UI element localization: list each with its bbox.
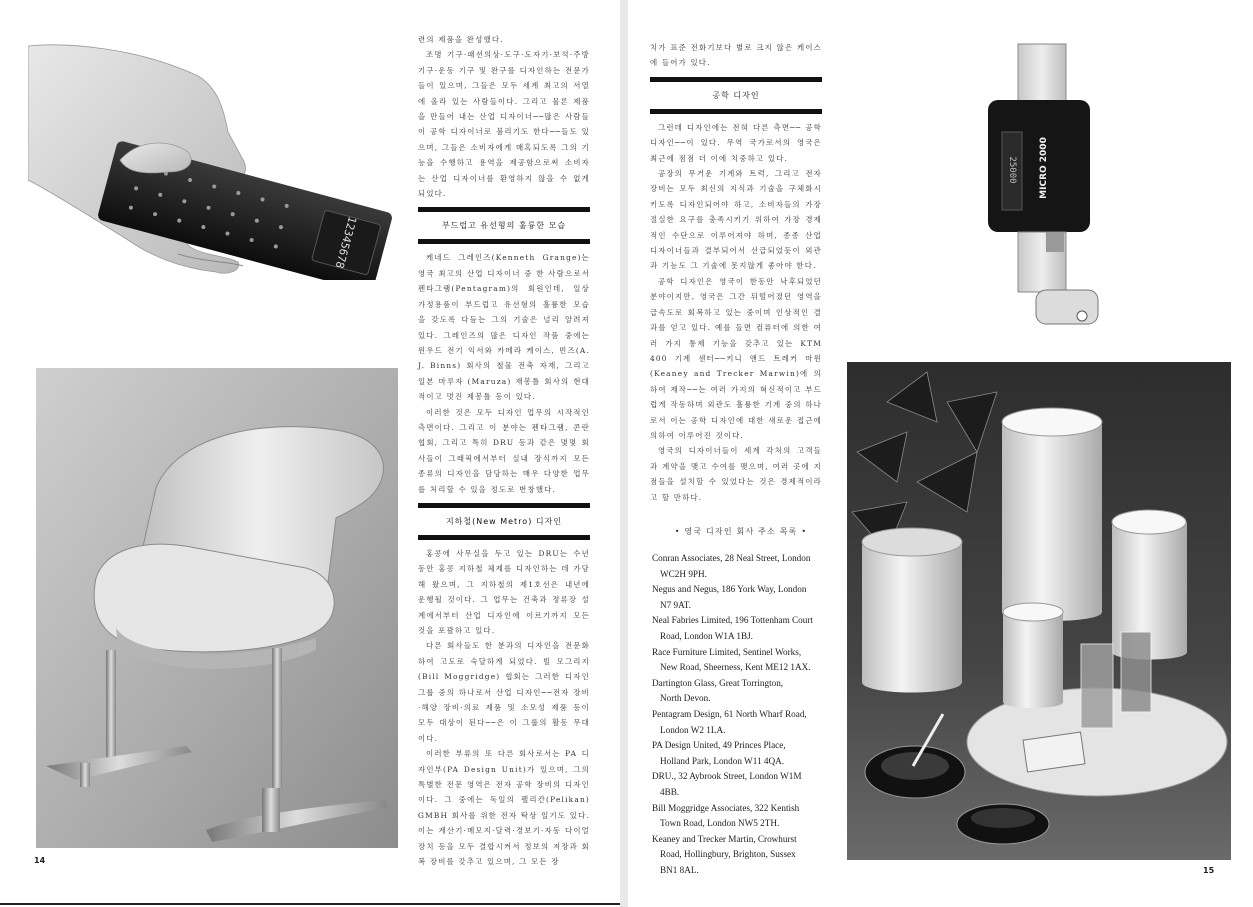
address-line: Bill Moggridge Associates, 322 Kentish bbox=[652, 802, 800, 813]
address-line: Conran Associates, 28 Neal Street, London bbox=[652, 553, 811, 563]
address-line: Road, Hollingbury, Brighton, Sussex bbox=[660, 849, 796, 860]
tableware-photo bbox=[847, 362, 1231, 860]
heading-bar bbox=[418, 207, 590, 212]
address-line: North Devon. bbox=[660, 693, 711, 704]
caliper-brand-text: MICRO 2000 bbox=[1039, 137, 1049, 199]
address-entry bbox=[652, 551, 830, 582]
address-entry bbox=[652, 738, 830, 769]
address-line: Race Furniture Limited, Sentinel Works, bbox=[652, 646, 802, 657]
paragraph: 다른 회사들도 한 분과의 디자인을 전문화하여 고도로 숙달하게 되었다. 빌 모그리지(Bill Moggridge) 협회는 그러한 디자인 그룹 중의 하나로서 산업 디자인──전자 장비·해양 장비·의료 제품 및 소모성 제품 등이 모두 대상이 된다──은 이 그룹의 활동 무대이다. bbox=[418, 641, 590, 743]
paragraph: 이러한 부류의 또 다른 회사로서는 PA 디자인부(PA Design Unit)가 있으며, 그의 특별한 전문 영역은 전자 공학 장비의 디자인이다. 그 중에는 독일의 펠리칸(Pelikan) GMBH 회사를 위한 전자 탁상 일기도 있다. 이는 계산기·메모지·달력·경보기·자동 다이얼 장치 등을 모두 결합시켜서 정보의 저장과 회복 장비를 갖추고 있으며, 그 모든 장 bbox=[418, 749, 590, 867]
address-line: DRU., 32 Aybrook Street, London W1M bbox=[652, 771, 802, 782]
left-page bbox=[0, 0, 620, 907]
address-line: New Road, Sheerness, Kent ME12 1AX. bbox=[660, 662, 811, 673]
address-list-title: • 영국 디자인 회사 주소 목록 • bbox=[674, 527, 808, 536]
section-heading: 공학 디자인 bbox=[712, 90, 760, 100]
address-entry bbox=[652, 707, 830, 738]
address-line: WC2H 9PH. bbox=[660, 568, 707, 579]
address-line: London W2 1LA. bbox=[660, 724, 726, 735]
address-line: Dartington Glass, Great Torrington, bbox=[652, 677, 784, 688]
section-heading: 지하철(New Metro) 디자인 bbox=[445, 516, 563, 526]
caliper-display-text: 25000 bbox=[1007, 156, 1017, 184]
address-line: N7 9AT. bbox=[660, 599, 691, 610]
address-line: Road, London W1A 1BJ. bbox=[660, 630, 753, 641]
address-entry bbox=[652, 613, 830, 644]
paragraph: 케네드 그레인즈(Kenneth Grange)는 영국 최고의 산업 디자이너 중 한 사람으로서 펜타그램(Pentagram)의 회원인데, 일상 가정용품이 부드럽고 유선형의 훌륭한 모습을 갖도록 다듬는 그의 기술은 널리 알려져 있다. 그레인즈의 많은 디자인 작품 중에는 윈우드 전기 익서와 카메라 케이스, 빈즈(A. J. Binns) 회사의 철물 전축 자재, 그리고 일본 마루자 (Maruza) 재봉틀 회사의 현대적이고 멋진 제봉틀 등이 있다. bbox=[418, 253, 590, 402]
paragraph: 련의 제품을 완성했다. bbox=[418, 35, 504, 44]
address-line: 4BB. bbox=[660, 786, 680, 797]
right-text-column bbox=[650, 40, 822, 505]
bottom-rule bbox=[0, 903, 620, 905]
address-line: Neal Fabries Limited, 196 Tottenham Court bbox=[652, 615, 813, 626]
address-line: Pentagram Design, 61 North Wharf Road, bbox=[652, 708, 807, 719]
heading-bar bbox=[418, 503, 590, 508]
heading-bar bbox=[418, 239, 590, 244]
heading-bar bbox=[418, 535, 590, 540]
address-line: Town Road, London NW5 2TH. bbox=[660, 818, 780, 829]
address-line: Negus and Negus, 186 York Way, London bbox=[652, 584, 807, 595]
paragraph: 이러한 것은 모두 디자인 업무의 시작적인 측면이다. 그리고 이 분야는 펜타그램, 콘란협회, 그리고 특히 DRU 등과 같은 몇몇 회사들이 그래픽에서부터 실내 장식까지 모든 종류의 디자인을 담당하는 매우 다양한 업무를 처리할 수 있을 정도로 번창했다. bbox=[418, 407, 590, 494]
heading-bar bbox=[650, 77, 822, 82]
paragraph: 홍콩에 사무실을 두고 있는 DRU는 수년 동안 홍콩 지하철 체제를 디자인하는 데 가담해 왔으며, 그 지하철의 제1호선은 내년에 운행될 것이다. 그 업무는 건축과 정류장 설계에서부터 산업 디자인에 이르기까지 모든 것을 포괄하고 있다. bbox=[418, 548, 590, 635]
chair-photo bbox=[36, 368, 398, 848]
paragraph: 그런데 디자인에는 전혀 다른 측면── 공학 디자인──이 있다. 무역 국가로서의 영국은 최근에 점점 더 이에 치중하고 있다. bbox=[650, 122, 822, 163]
caliper-photo bbox=[976, 40, 1102, 340]
address-entry bbox=[652, 676, 830, 707]
address-entry bbox=[652, 582, 830, 613]
right-page bbox=[628, 0, 1253, 907]
address-line: PA Design United, 49 Princes Place, bbox=[652, 740, 786, 751]
address-entry bbox=[652, 769, 830, 800]
left-text-column bbox=[418, 32, 590, 870]
address-entry bbox=[652, 801, 830, 832]
calculator-display-text: 12345678 bbox=[332, 215, 359, 270]
address-entry bbox=[652, 832, 830, 863]
calculator-photo bbox=[28, 40, 396, 280]
paragraph: 영국의 디자이너들이 세계 각처의 고객들과 계약을 맺고 수여를 맺으며, 여러 곳에 지점들을 설치할 수 있었다는 것은 경제적이라고 할 만하다. bbox=[650, 446, 822, 502]
address-line: Holland Park, London W11 4QA. bbox=[660, 755, 785, 766]
paragraph: 공학 디자인은 영국이 한동안 낙후되었던 분야이지만, 영국은 그간 뒤떨어졌던 영역을 급속도로 회복하고 있는 중이며 인상적인 결과를 얻고 있다. 예를 들면 컴퓨터에 의한 여러 가지 통제 기능을 갖추고 있는 KTM 400 기계 센터──키니 앤드 트레커 마윈(Keaney and Trecker Marwin)에 의하여 제작──는 여러 가지의 혁신적이고 부드럽게 작동하며 외관도 훌륭한 기계 중의 하나로서 이는 공학 디자인에 대한 새로운 접근에 의하여 이루어진 것이다. bbox=[650, 276, 822, 440]
paragraph: 공장의 무거운 기계와 트럭, 그리고 전자 장비는 모두 최신의 지식과 기술을 구체화시키도록 디자인되어야 하고, 소비자들의 가장 절실한 요구를 충족시키기 위하여 가장 경제적인 수단으로 이루어져야 하며, 종종 산업 디자이너들과 결부되어서 선급되었듯이 외관과 기능도 그 기술에 못지않게 좋아야 한다. bbox=[650, 169, 822, 271]
page-number: 14 bbox=[34, 856, 46, 865]
gutter bbox=[620, 0, 628, 907]
address-line: BN1 8AL. bbox=[660, 864, 699, 875]
address-entry bbox=[652, 863, 830, 879]
address-line: Keaney and Trecker Martin, Crowhurst bbox=[652, 833, 797, 844]
section-heading: 부드럽고 유선형의 훌륭한 모습 bbox=[441, 221, 567, 231]
address-list bbox=[652, 510, 830, 878]
address-entry bbox=[652, 645, 830, 676]
page-number: 15 bbox=[1203, 866, 1215, 875]
paragraph: 치가 표준 전화기보다 별로 크지 않은 케이스에 들어가 있다. bbox=[650, 43, 822, 68]
paragraph: 조명 기구·패션의상·도구·도자기·보석·주방 기구·운동 기구 및 완구를 디자인하는 전문가들이 있으며, 그들은 모두 세계 최고의 서열에 올라 있는 사람들이다. 그리고 물론 제품을 만들어 내는 산업 디자이너──많은 사람들이 공학 디자이너로 불리기도 한다──들도 있으며, 그들은 소비자에게 매혹되도록 그의 기능을 수행하고 용역을 제공함으로써 소비자는 산업 디자이너를 환영하지 않을 수 없게 되었다. bbox=[418, 50, 590, 199]
heading-bar bbox=[650, 109, 822, 114]
